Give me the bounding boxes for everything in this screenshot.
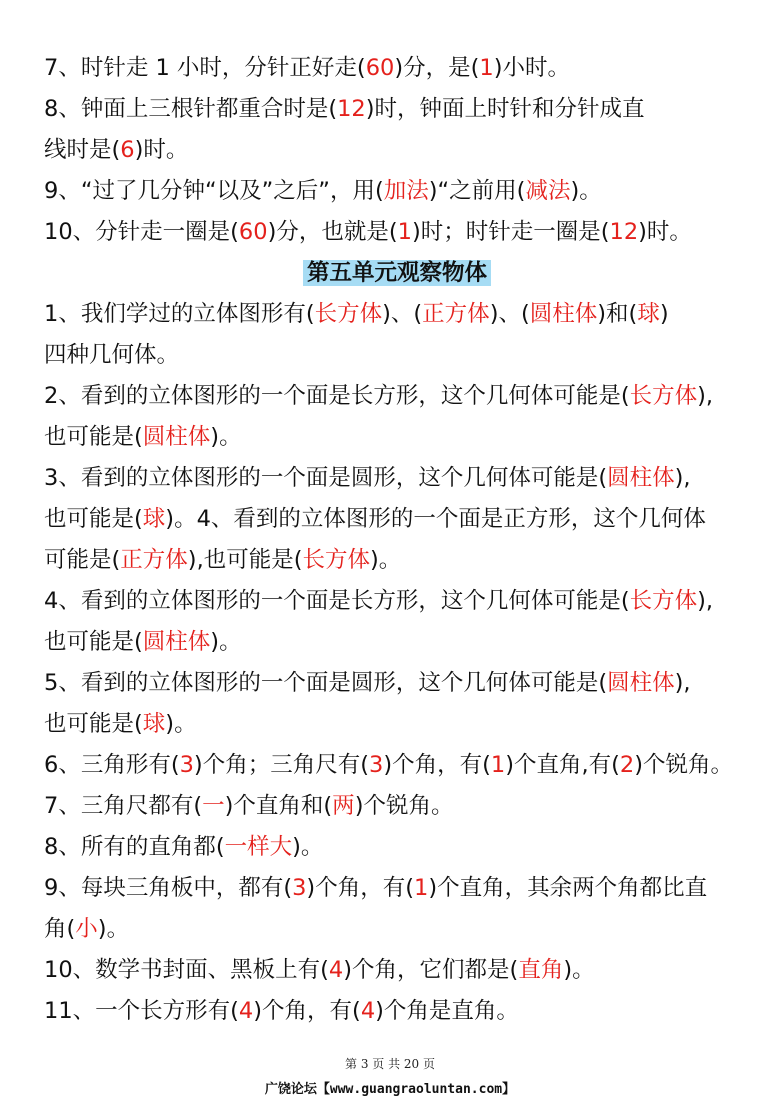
- text-line: [44, 786, 750, 827]
- answer-text: 一: [202, 793, 225, 819]
- answer-text: 球: [637, 301, 660, 327]
- line-text: )个角，有(: [306, 875, 414, 901]
- text-line: [44, 294, 750, 335]
- line-text: 10、数学书封面、黑板上有(: [44, 957, 329, 983]
- text-line: [44, 212, 750, 253]
- line-text: 10、分针走一圈是(: [44, 219, 239, 245]
- line-text: )分，也就是(: [267, 219, 398, 245]
- line-text: )。: [370, 547, 402, 573]
- line-text: )个角，有(: [253, 998, 361, 1024]
- line-text: )个角，它们都是(: [343, 957, 519, 983]
- text-line: [44, 499, 750, 540]
- line-text: 7、三角尺都有(: [44, 793, 203, 819]
- text-line: [44, 704, 750, 745]
- line-text: 9、“过了几分钟“以及”之后”，用(: [44, 178, 384, 204]
- answer-text: 圆柱体: [529, 301, 598, 327]
- answer-text: 加法: [383, 178, 429, 204]
- text-line: [44, 171, 750, 212]
- answer-text: 圆柱体: [142, 424, 211, 450]
- answer-text: 4: [328, 957, 344, 983]
- line-text: )。: [210, 629, 242, 655]
- line-text: ),: [697, 383, 714, 409]
- line-text: )个角，有(: [383, 752, 491, 778]
- text-line: [44, 89, 750, 130]
- line-text: )。: [570, 178, 602, 204]
- text-line: [44, 663, 750, 704]
- answer-text: 两: [332, 793, 355, 819]
- line-text: 也可能是(: [44, 629, 143, 655]
- answer-text: 1: [397, 219, 412, 245]
- line-text: )个直角，其余两个角都比直: [428, 875, 708, 901]
- text-line: [44, 622, 750, 663]
- answer-text: 3: [292, 875, 307, 901]
- text-line: [44, 458, 750, 499]
- text-line: [44, 335, 750, 376]
- line-text: )。: [210, 424, 242, 450]
- line-text: 5、看到的立体图形的一个面是圆形，这个几何体可能是(: [44, 670, 608, 696]
- text-line: [44, 376, 750, 417]
- line-text: )个锐角。: [634, 752, 734, 778]
- line-text: ): [659, 301, 669, 327]
- line-text: 也可能是(: [44, 506, 143, 532]
- line-text: )。4、看到的立体图形的一个面是正方形，这个几何体: [165, 506, 706, 532]
- line-text: 也可能是(: [44, 424, 143, 450]
- line-text: 7、时针走 1 小时，分针正好走(: [44, 55, 366, 81]
- answer-text: 12: [609, 219, 639, 245]
- line-text: 3、看到的立体图形的一个面是圆形，这个几何体可能是(: [44, 465, 608, 491]
- answer-text: 圆柱体: [607, 465, 675, 491]
- line-text: 四种几何体。: [44, 342, 180, 368]
- line-text: 第五单元观察物体: [306, 260, 487, 286]
- text-line: [44, 48, 750, 89]
- answer-text: 圆柱体: [607, 670, 675, 696]
- answer-text: 3: [368, 752, 384, 778]
- line-text: )小时。: [493, 55, 571, 81]
- section-title-highlight: [303, 260, 491, 286]
- line-text: )个直角和(: [224, 793, 333, 819]
- line-text: )时；时针走一圈是(: [411, 219, 610, 245]
- line-text: )、(: [382, 301, 423, 327]
- line-text: ),: [697, 588, 714, 614]
- text-line: [44, 827, 750, 868]
- answer-text: 小: [75, 916, 98, 942]
- line-text: 8、所有的直角都(: [44, 834, 225, 860]
- answer-text: 12: [337, 96, 366, 122]
- text-line: [44, 950, 750, 991]
- line-text: ),: [674, 465, 691, 491]
- text-line: [44, 130, 750, 171]
- answer-text: 长方体: [629, 588, 698, 614]
- text-line: [44, 909, 750, 950]
- line-text: 线时是(: [44, 137, 121, 163]
- section-title: [44, 253, 750, 294]
- answer-text: 球: [142, 711, 166, 737]
- answer-text: 一样大: [224, 834, 293, 860]
- line-text: 角(: [44, 916, 76, 942]
- line-text: )分，是(: [394, 55, 480, 81]
- answer-text: 球: [142, 506, 166, 532]
- line-text: 1、我们学过的立体图形有(: [44, 301, 315, 327]
- answer-text: 长方体: [629, 383, 698, 409]
- line-text: )时。: [638, 219, 692, 245]
- answer-text: 减法: [525, 178, 571, 204]
- line-text: )。: [97, 916, 130, 942]
- line-text: 11、一个长方形有(: [44, 998, 239, 1024]
- answer-text: 长方体: [314, 301, 383, 327]
- answer-text: 圆柱体: [142, 629, 211, 655]
- text-line: [44, 745, 750, 786]
- line-text: )。: [165, 711, 197, 737]
- line-text: )时，钟面上时针和分针成直: [365, 96, 645, 122]
- answer-text: 1: [479, 55, 494, 81]
- answer-text: 60: [238, 219, 268, 245]
- text-line: [44, 991, 750, 1032]
- answer-text: 长方体: [302, 547, 371, 573]
- line-text: )个直角,有(: [505, 752, 620, 778]
- answer-text: 3: [179, 752, 194, 778]
- line-text: )。: [292, 834, 324, 860]
- line-text: )个角是直角。: [375, 998, 519, 1024]
- answer-text: 直角: [518, 957, 564, 983]
- answer-text: 4: [360, 998, 376, 1024]
- line-text: )。: [563, 957, 595, 983]
- text-line: [44, 540, 750, 581]
- line-text: )“之前用(: [428, 178, 526, 204]
- answer-text: 4: [238, 998, 254, 1024]
- line-text: 可能是(: [44, 547, 121, 573]
- line-text: 也可能是(: [44, 711, 143, 737]
- line-text: ),: [674, 670, 691, 696]
- line-text: )个角；三角尺有(: [193, 752, 369, 778]
- answer-text: 1: [413, 875, 429, 901]
- line-text: )时。: [134, 137, 189, 163]
- answer-text: 6: [120, 137, 135, 163]
- line-text: ),也可能是(: [187, 547, 303, 573]
- page-number: 第 3 页 共 20 页: [345, 1057, 435, 1071]
- answer-text: 60: [365, 55, 395, 81]
- answer-text: 2: [619, 752, 635, 778]
- site-footer: 广饶论坛【www.guangraoluntan.com】: [264, 1082, 516, 1097]
- answer-text: 正方体: [120, 547, 188, 573]
- answer-text: 正方体: [422, 301, 490, 327]
- line-text: 2、看到的立体图形的一个面是长方形，这个几何体可能是(: [44, 383, 630, 409]
- line-text: )、(: [489, 301, 530, 327]
- text-line: [44, 581, 750, 622]
- line-text: 4、看到的立体图形的一个面是长方形，这个几何体可能是(: [44, 588, 630, 614]
- line-text: 8、钟面上三根针都重合时是(: [44, 96, 338, 122]
- answer-text: 1: [490, 752, 506, 778]
- line-text: )和(: [597, 301, 638, 327]
- line-text: 6、三角形有(: [44, 752, 180, 778]
- document-body: [44, 48, 750, 1032]
- line-text: 9、每块三角板中，都有(: [44, 875, 293, 901]
- text-line: [44, 417, 750, 458]
- text-line: [44, 868, 750, 909]
- line-text: )个锐角。: [354, 793, 454, 819]
